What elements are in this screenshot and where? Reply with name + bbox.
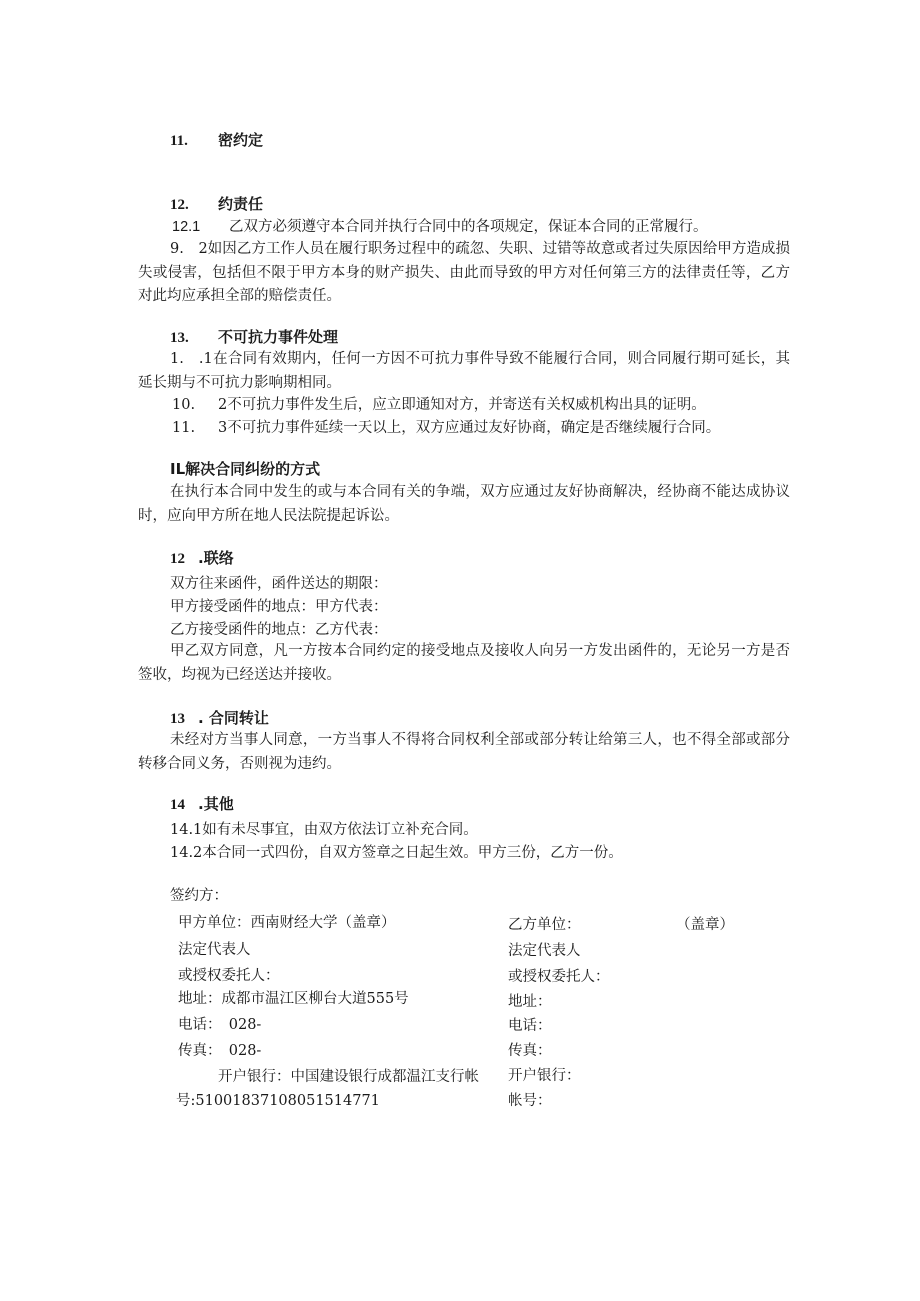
- transfer-text: 未经对方当事人同意，一方当事人不得将合同权利全部或部分转让给第三人，也不得全部或部分转移合同义务，否则视为违约。: [138, 732, 790, 772]
- party-b-unit: 乙方单位：: [508, 917, 581, 933]
- party-b-account: 帐号：: [508, 1093, 552, 1109]
- section-title: .其他: [198, 795, 234, 813]
- section-11-heading: [170, 130, 264, 151]
- other-heading: [170, 794, 234, 815]
- dispute-text: 在执行本合同中发生的或与本合同有关的争端，双方应通过友好协商解决，经协商不能达成协议时，应向甲方所在地人民法院提起诉讼。: [138, 484, 790, 524]
- contact-line-1: 双方往来函件，函件送达的期限：: [170, 576, 388, 592]
- section-number: 14: [170, 797, 185, 813]
- section-number: 12.: [170, 197, 189, 213]
- contact-heading: [170, 548, 234, 569]
- section-title: 密约定: [218, 131, 264, 149]
- signing-label: 签约方：: [170, 888, 228, 904]
- party-a-address: 地址：成都市温江区柳台大道555号: [178, 991, 409, 1007]
- clause-13-2-number: 10.: [172, 397, 196, 413]
- party-a-phone: 电话： 028-: [178, 1017, 262, 1033]
- party-b-seal: （盖章）: [676, 917, 734, 933]
- other-item-1: 14.1如有未尽事宜，由双方依法订立补充合同。: [170, 822, 478, 838]
- contact-line-2: 甲方接受函件的地点：甲方代表：: [170, 599, 388, 615]
- section-title: 不可抗力事件处理: [218, 328, 339, 346]
- section-number: 13.: [170, 330, 189, 346]
- party-b-address: 地址：: [508, 994, 552, 1010]
- other-item-2: 14.2本合同一式四份，自双方签章之日起生效。甲方三份，乙方一份。: [170, 845, 623, 861]
- dispute-heading: [170, 459, 320, 479]
- section-number: 13: [170, 711, 185, 727]
- party-b-bank: 开户银行：: [508, 1068, 581, 1084]
- section-title: IL解决合同纠纷的方式: [170, 460, 321, 478]
- section-13-heading: [170, 327, 339, 348]
- section-title: . 合同转让: [198, 709, 269, 727]
- section-number: 12: [170, 551, 185, 567]
- party-a-fax: 传真： 028-: [178, 1043, 262, 1059]
- section-number: 11.: [170, 133, 188, 149]
- clause-13-3-text: 3不可抗力事件延续一天以上，双方应通过友好协商，确定是否继续履行合同。: [218, 420, 721, 436]
- clause-13-2-text: 2不可抗力事件发生后，应立即通知对方，并寄送有关权威机构出具的证明。: [218, 397, 706, 413]
- section-12-heading: [170, 194, 264, 215]
- section-title: .联络: [198, 549, 234, 567]
- party-b-rep: 法定代表人: [508, 943, 581, 959]
- clause-12-1-text: 乙双方必须遵守本合同并执行合同中的各项规定，保证本合同的正常履行。: [229, 219, 708, 235]
- contact-line-3: 乙方接受函件的地点：乙方代表：: [170, 622, 388, 638]
- section-title: 约责任: [218, 195, 264, 213]
- party-b-fax: 传真：: [508, 1043, 552, 1059]
- clause-13-3-number: 11.: [172, 420, 196, 436]
- party-a-unit: 甲方单位：西南财经大学（盖章）: [178, 915, 396, 931]
- clause-12-1-number: 12.1: [172, 219, 201, 235]
- party-b-agent: 或授权委托人：: [508, 969, 610, 985]
- party-a-agent: 或授权委托人：: [178, 968, 280, 984]
- party-a-bank: 开户银行：中国建设银行成都温江支行帐: [218, 1069, 479, 1085]
- party-a-rep: 法定代表人: [178, 942, 251, 958]
- transfer-heading: [170, 708, 269, 729]
- clause-12-2-text: 9. 2如因乙方工作人员在履行职务过程中的疏忽、失职、过错等故意或者过失原因给甲方造成损失或侵害，包括但不限于甲方本身的财产损失、由此而导致的甲方对任何第三方的法律责任等，乙方对此均应承担全部的赔偿责任。: [138, 241, 790, 304]
- contact-line-4: 甲乙双方同意，凡一方按本合同约定的接受地点及接收人向另一方发出函件的，无论另一方是否签收，均视为已经送达并接收。: [138, 643, 790, 683]
- party-a-account: 号:51001837108051514771: [176, 1093, 380, 1109]
- clause-13-1-text: 1. .1在合同有效期内，任何一方因不可抗力事件导致不能履行合同，则合同履行期可延长，其延长期与不可抗力影响期相同。: [138, 351, 790, 391]
- party-b-phone: 电话：: [508, 1018, 552, 1034]
